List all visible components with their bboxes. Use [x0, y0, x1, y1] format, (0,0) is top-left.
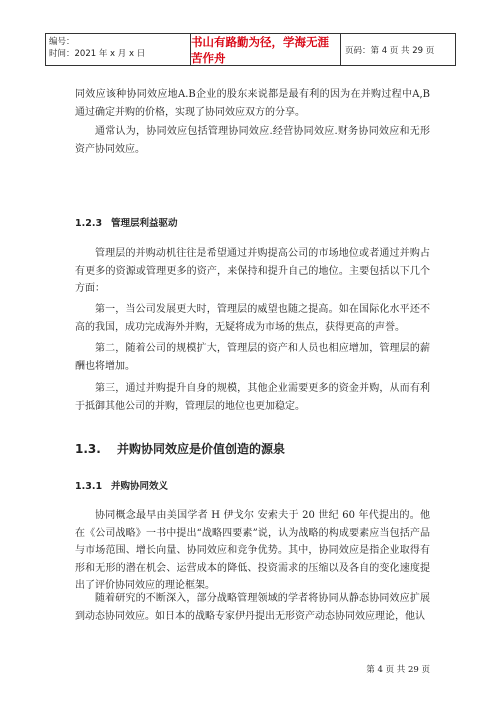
- paragraph-5: 第二，随着公司的规模扩大，管理层的资产和人员也相应增加，管理层的薪酬也将增加。: [75, 343, 430, 372]
- header-time-label: 时间：2021 年 x 月 x 日: [49, 49, 146, 59]
- section-heading-1-2-3: [75, 215, 178, 229]
- paragraph-1: 同效应该种协同效应地A.B企业的股东来说都是最有利的因为在并购过程中A,B通过确定并购的价格，实现了协同效应双方的分享。: [75, 89, 430, 118]
- section-heading-1-3: [75, 440, 285, 457]
- header-meta: [46, 34, 191, 65]
- section-number: 1.3.1: [75, 481, 103, 492]
- header-number-label: 编号：: [49, 37, 75, 47]
- section-title: 并购协同效义: [111, 481, 169, 492]
- section-number: 1.2.3: [75, 218, 103, 229]
- section-title: 管理层利益驱动: [111, 218, 178, 229]
- page-footer: 第 4 页 共 29 页: [366, 665, 430, 675]
- paragraph-6: 第三，通过并购提升自身的规模，其他企业需要更多的资金并购，从而有利于抵御其他公司的并购，管理层的地位也更加稳定。: [75, 383, 430, 412]
- section-number: 1.3.: [75, 442, 101, 456]
- paragraph-8: 随着研究的不断深入，部分战略管理领域的学者将协同从静态协同效应扩展到动态协同效应。如日本的战略专家伊丹提出无形资产动态协同效应理论，他认: [75, 593, 430, 622]
- section-heading-1-3-1: [75, 478, 168, 492]
- paragraph-4: 第一，当公司发展更大时，管理层的威望也随之提高。如在国际化水平还不高的我国，成功完成海外并购，无疑将成为市场的焦点，获得更高的声誉。: [75, 304, 430, 333]
- paragraph-3: 管理层的并购动机往往是希望通过并购提高公司的市场地位或者通过并购占有更多的资源或管理更多的资产，来保持和提升自己的地位。主要包括以下几个方面：: [75, 248, 430, 294]
- paragraph-2: 通常认为，协同效应包括管理协同效应.经营协同效应.财务协同效应和无形资产协同效应。: [75, 126, 430, 155]
- paragraph-7: 协同概念最早由美国学者 H 伊戈尔 安索夫于 20 世纪 60 年代提出的。他在《公司战略》一书中提出“战略四要素”说，认为战略的构成要素应当包括产品与市场范围、增长向量、协同效应和竞争优势。其中，协同效应是指企业取得有形和无形的潜在机会、运营成本的降低、投资需求的压缩以及各自的变化速度提出了评价协同效应的理论框架。: [75, 510, 430, 591]
- header-motto: 书山有路勤为径，学海无涯苦作舟: [191, 34, 341, 65]
- header-page-info: 页码：第 4 页 共 29 页: [345, 45, 435, 56]
- section-title: 并购协同效应是价值创造的源泉: [117, 442, 286, 456]
- page-header: [45, 33, 456, 66]
